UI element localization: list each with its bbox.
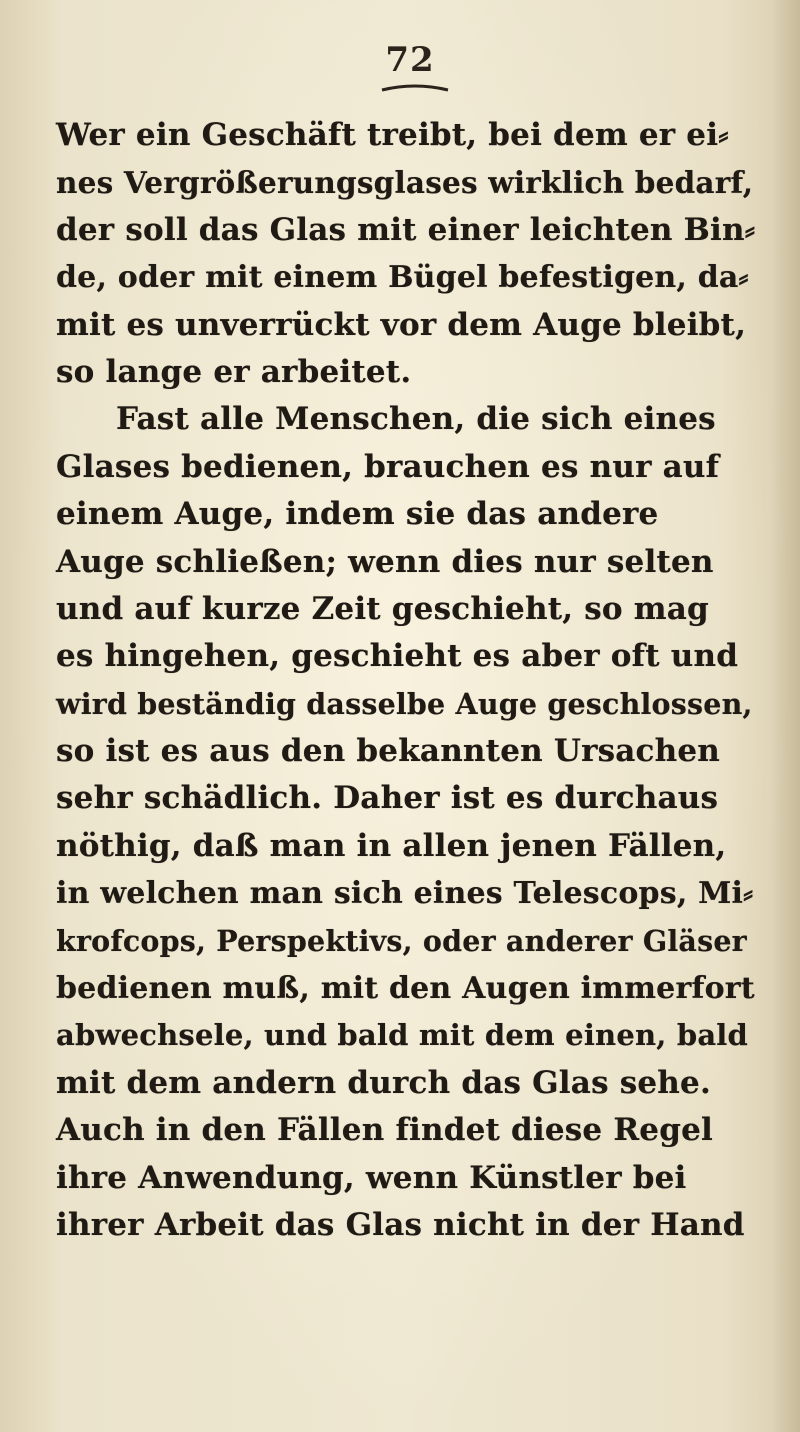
text-line: mit dem andern durch das Glas sehe. <box>56 1064 711 1101</box>
text-line: wird beständig dasselbe Auge geschlossen, <box>56 686 753 721</box>
page-edge-shadow <box>770 0 800 1432</box>
text-line: einem Auge, indem sie das andere <box>56 496 659 533</box>
text-line: so lange er arbeitet. <box>56 353 412 390</box>
text-line: ihre Anwendung, wenn Künstler bei <box>56 1159 687 1196</box>
text-line: ihrer Arbeit das Glas nicht in der Hand <box>56 1206 745 1243</box>
text-line: in welchen man sich eines Telescops, Mi⸗ <box>56 876 754 912</box>
header-ornament-rule <box>380 84 450 98</box>
text-line: der soll das Glas mit einer leichten Bin⸗ <box>56 211 756 248</box>
text-line: mit es unverrückt vor dem Auge bleibt, <box>56 306 747 343</box>
text-line: sehr schädlich. Daher ist es durchaus <box>56 780 719 817</box>
text-line: abwechsele, und bald mit dem einen, bald <box>56 1018 749 1053</box>
text-line: krofcops, Perspektivs, oder anderer Gläser <box>56 923 747 958</box>
text-line: Auch in den Fällen findet diese Regel <box>56 1112 714 1149</box>
body-text <box>56 112 756 1249</box>
text-line: Auge schließen; wenn dies nur selten <box>56 543 714 580</box>
text-line: Wer ein Geschäft treibt, bei dem er ei⸗ <box>56 117 729 153</box>
text-line: Fast alle Menschen, die sich eines <box>116 401 716 438</box>
text-line: de, oder mit einem Bügel befestigen, da⸗ <box>56 260 749 296</box>
text-line: nöthig, daß man in allen jenen Fällen, <box>56 827 727 864</box>
text-line: nes Vergrößerungsglases wirklich bedarf, <box>56 165 754 201</box>
page-number: 72 <box>385 40 435 80</box>
text-line: und auf kurze Zeit geschieht, so mag <box>56 590 709 627</box>
text-line: es hingehen, geschieht es aber oft und <box>56 638 739 675</box>
text-line: bedienen muß, mit den Augen immerfort <box>56 971 755 1007</box>
text-line: so ist es aus den bekannten Ursachen <box>56 733 721 770</box>
text-line: Glases bedienen, brauchen es nur auf <box>56 448 720 485</box>
